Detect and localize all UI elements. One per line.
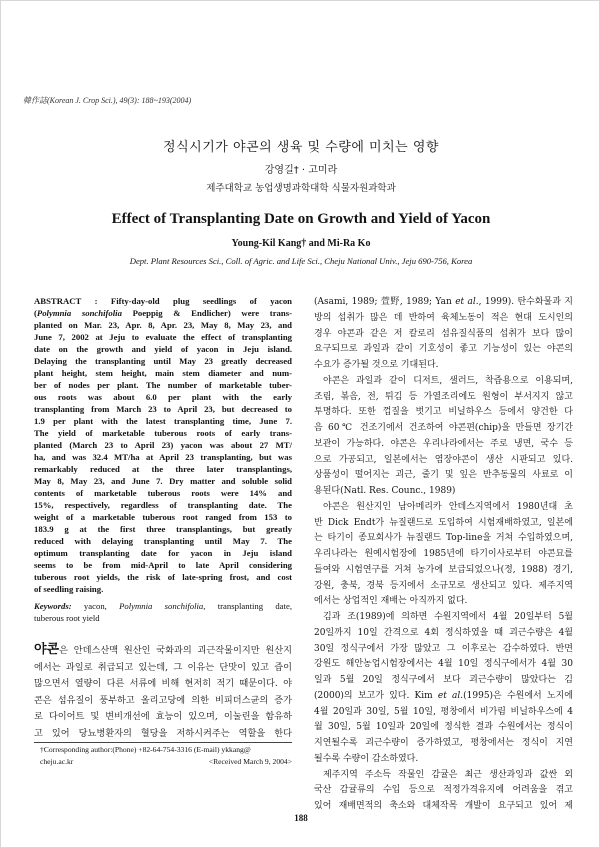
text-span: ( — [34, 308, 37, 318]
text-span: yacon, — [71, 601, 120, 611]
text-span: 은 안데스산맥 원산인 국화과의 괴근작물이지만 원산지 — [59, 645, 292, 656]
body-line: 야콘은 과일과 같이 디저트, 샐러드, 착즙용으로 이용되며, — [323, 375, 573, 386]
footnote — [34, 744, 292, 768]
body-line: 방의 섭취가 많은 데 반하여 육체노동이 적은 현대 도시인의 — [314, 312, 573, 323]
body-line: 는 타기이 종묘회사가 뉴질랜드 Top-line을 거쳐 수입하였으며, — [314, 533, 573, 544]
body-line: 제주지역 주소득 작물인 감귤은 최근 생산과잉과 값싼 외 — [323, 769, 573, 780]
title-english: Effect of Transplanting Date on Growth and Yield of Yacon — [111, 211, 491, 227]
body-line: 있어 재배면적의 축소와 대체작목 개발이 요구되고 있어 제 — [314, 801, 573, 811]
body-line: 우리나라는 원예시험장에 1985년에 타기이사로부터 야콘묘를 — [314, 549, 573, 559]
abstract-line: planted (March 23 to April 23) yacon was about 27 MT/ — [34, 440, 292, 450]
abstract-line — [34, 307, 292, 319]
species-name: Polymnia sonchifolia — [119, 601, 204, 611]
abstract-line: seems to be from mid-April to late April considering — [34, 560, 292, 570]
body-line: 국산 감귤류의 수입 등으로 적정가격유지에 어려움을 겪고 — [314, 785, 573, 796]
body-line — [314, 295, 573, 311]
authors-english: Young-Kil Kang† and Mi-Ra Ko — [231, 238, 371, 249]
footnote-line — [34, 744, 292, 756]
body-line — [314, 689, 573, 705]
abstract-line: reduced with delaying transplanting until May 7. The — [34, 536, 292, 546]
abstract-line: ber of nodes per plant. The number of marketable tuber- — [34, 380, 292, 390]
body-line: 음 60℃ 건조기에서 건조하여 야콘편(chip)을 만들면 장기간 — [314, 423, 573, 433]
species-name: Polymnia sonchifolia — [36, 308, 122, 318]
abstract-line: remarkably reduced at the three later transplantings, — [34, 464, 292, 474]
affiliation-korean: 제주대학교 농업생명과학대학 식물자원과학과 — [206, 183, 396, 194]
abstract-line: transplanting from March 23 to April 23, but decreased to — [34, 404, 292, 414]
body-line: 용된다(Natl. Res. Counc., 1989) — [314, 486, 456, 496]
authors-korean: 강영길† · 고미라 — [264, 165, 338, 176]
body-line: 지연될수록 괴근수량이 증가하였고, 평창에서는 정식이 지연 — [314, 738, 573, 748]
body-line: 에서는 상업적인 재배는 아직까지 없다. — [314, 596, 468, 607]
abstract-line: June 7, 2002 at Jeju to evaluate the effect of transplanting — [34, 332, 292, 342]
footnote-line — [34, 756, 292, 768]
journal-citation: 韓作誌(Korean J. Crop Sci.), 49(3): 188~193(2004) — [23, 96, 192, 105]
body-text-left — [34, 642, 292, 743]
abstract-line: ous roots was about 6.0 per plant with the early — [34, 392, 292, 402]
abstract-line: The yield of marketable tuberous roots of early trans- — [34, 428, 292, 438]
body-line: 많으면서 열량이 다른 서류에 비해 현저히 적기 때문이다. 야 — [34, 678, 292, 690]
keywords — [34, 600, 292, 624]
abstract-line: ABSTRACT : Fifty-day-old plug seedlings of yacon — [34, 296, 292, 306]
footnote-divider — [34, 742, 292, 743]
keywords-line: tuberous root yield — [34, 613, 100, 623]
body-line: 20일까지 10일 간격으로 4회 정식하였을 때 괴근수량은 4월 — [314, 627, 573, 638]
keywords-label: Keywords: — [34, 601, 72, 611]
text-span: (1995)은 수원에서 노지에 — [463, 690, 573, 701]
keywords-line — [34, 600, 292, 612]
abstract-line: of seedling raising. — [34, 584, 104, 594]
abstract-line: ha, and was 32.4 MT/ha at April 23 transplanting, but was — [34, 452, 292, 462]
body-line: 4월 20일과 30일, 5월 10일, 평창에서 비가림 비닐하우스에 4 — [314, 706, 573, 717]
lead-word: 야콘 — [34, 642, 60, 657]
abstract-line: date on the growth and yield of yacon in Jeju island. — [34, 344, 292, 354]
body-text-right — [314, 295, 573, 815]
text-span: , transplanting date, — [203, 601, 292, 611]
body-line: 김과 조(1989)에 의하면 수원지역에서 4월 20일부터 5월 — [323, 612, 573, 622]
abstract-line: Delaying the transplanting until May 23 greatly decreased — [34, 356, 292, 366]
body-line: 로 다이어트 및 변비개선에 효능이 있으며, 이눌린을 함유하 — [34, 711, 292, 723]
abstract-line: optimum transplanting date for yacon in Jeju island — [34, 548, 292, 558]
body-line: 월 30일, 5월 10일과 20일에 정식한 결과 수원에서는 정식이 — [314, 722, 573, 733]
body-line: 조림, 볶음, 전, 튀김 등 가열조리에도 원형이 부서지지 않고 — [314, 391, 573, 402]
body-line: 으로 가공되고, 일본에서는 염장야콘이 생산 시판되고 있다. — [314, 454, 573, 465]
body-line: 들여와 시험연구를 거쳐 농가에 보급되었으나(정, 1988) 경기, — [314, 564, 573, 575]
body-line: 보관이 가능하다. 야콘은 우리나라에서는 주로 냉면, 국수 등 — [314, 438, 573, 449]
page-number: 188 — [294, 813, 308, 823]
body-line: 요구되므로 과일과 같이 기호성이 좋고 기능성이 있는 야콘의 — [314, 344, 573, 355]
body-line: 상품성이 떨어지는 괴근, 줄기 및 잎은 반추동물의 사료로 이 — [314, 470, 573, 481]
abstract — [34, 295, 292, 595]
title-korean: 정식시기가 야콘의 생육 및 수량에 미치는 영향 — [163, 140, 439, 155]
body-line: 경우 야콘과 같은 저 칼로리 섬유질식품의 섭취가 보다 많이 — [314, 328, 573, 339]
abstract-line: planted on Mar. 23, Apr. 8, Apr. 23, May 8, May 23, and — [34, 320, 292, 330]
corresponding-author: †Corresponding author:(Phone) +82-64-754-3316 (E-mail) ykkang@ — [40, 745, 251, 754]
body-line: 수요가 증가될 것으로 기대된다. — [314, 360, 439, 370]
affiliation-english: Dept. Plant Resources Sci., Coll. of Agric. and Life Sci., Cheju National Univ., Jeju 690-756, Korea — [129, 256, 473, 266]
received-date: <Received March 9, 2004> — [208, 757, 292, 766]
abstract-line: tuberous root yields, the risk of late-spring frost, and cost — [34, 572, 292, 582]
body-line: 야콘은 원산지인 남아메리카 안데스지역에서 1980년대 초 — [323, 501, 573, 512]
abstract-line: weight of a marketable tuberous root ranged from 153 to — [34, 512, 292, 522]
abstract-line: plant height, stem height, main stem diameter and num- — [34, 368, 292, 378]
text-span: (2000)의 보고가 있다. Kim — [314, 690, 438, 701]
body-line: 일과 5월 20일 정식구에서 보다 괴근수량이 많았다는 김 — [314, 675, 573, 685]
text-span: , 1999). 탄수화물과 지 — [478, 297, 573, 307]
body-line: 될수록 수량이 감소하였다. — [314, 753, 419, 764]
abstract-line: contents of marketable tuberous roots were 14% and — [34, 488, 292, 498]
body-line: 강원, 충북, 경북 등지에서 소규모로 생산되고 있다. 제주지역 — [314, 580, 573, 591]
text-span: (Asami, 1989; 萱野, 1989; Yan — [314, 297, 456, 307]
citation-etal: et al. — [455, 297, 479, 307]
body-line: 투명하다. 또한 껍질을 벗기고 비닐하우스 등에서 양건한 다 — [314, 407, 573, 418]
body-line — [34, 642, 292, 660]
body-line: 반 Dick Endt가 뉴질랜드로 도입하여 시험재배하였고, 일본에 — [314, 517, 573, 528]
email-continuation: cheju.ac.kr — [40, 757, 74, 766]
body-line: 콘은 섬유질이 풍부하고 올리고당에 의한 비피더스균의 증가 — [34, 694, 292, 706]
body-line: 에서는 과일로 취급되고 있는데, 그 이유는 단맛이 있고 즙이 — [34, 661, 292, 673]
abstract-line: 183.9 g at the first three transplantings, but greatly — [34, 524, 292, 534]
body-line: 고 있어 당뇨병환자의 혈당을 저하시켜주는 역할을 한다 — [34, 727, 292, 739]
citation-etal: et al. — [437, 690, 464, 701]
abstract-line: May 8, May 23, and June 7. Dry matter and soluble solid — [34, 476, 292, 486]
abstract-line: 1.9 per plant with the latest transplanting time, June 7. — [34, 416, 292, 426]
body-line: 30일 정식구에서 가장 많았고 그 이후로는 감수하였다. 반면 — [314, 643, 573, 654]
abstract-line: 15%, respectively, regardless of transplanting date. The — [34, 500, 292, 510]
body-line: 강원도 해안농업시험장에서는 4월 10일 정식구에서가 4월 30 — [314, 659, 573, 670]
text-span: Poeppig & Endlicher) were trans- — [121, 308, 292, 318]
